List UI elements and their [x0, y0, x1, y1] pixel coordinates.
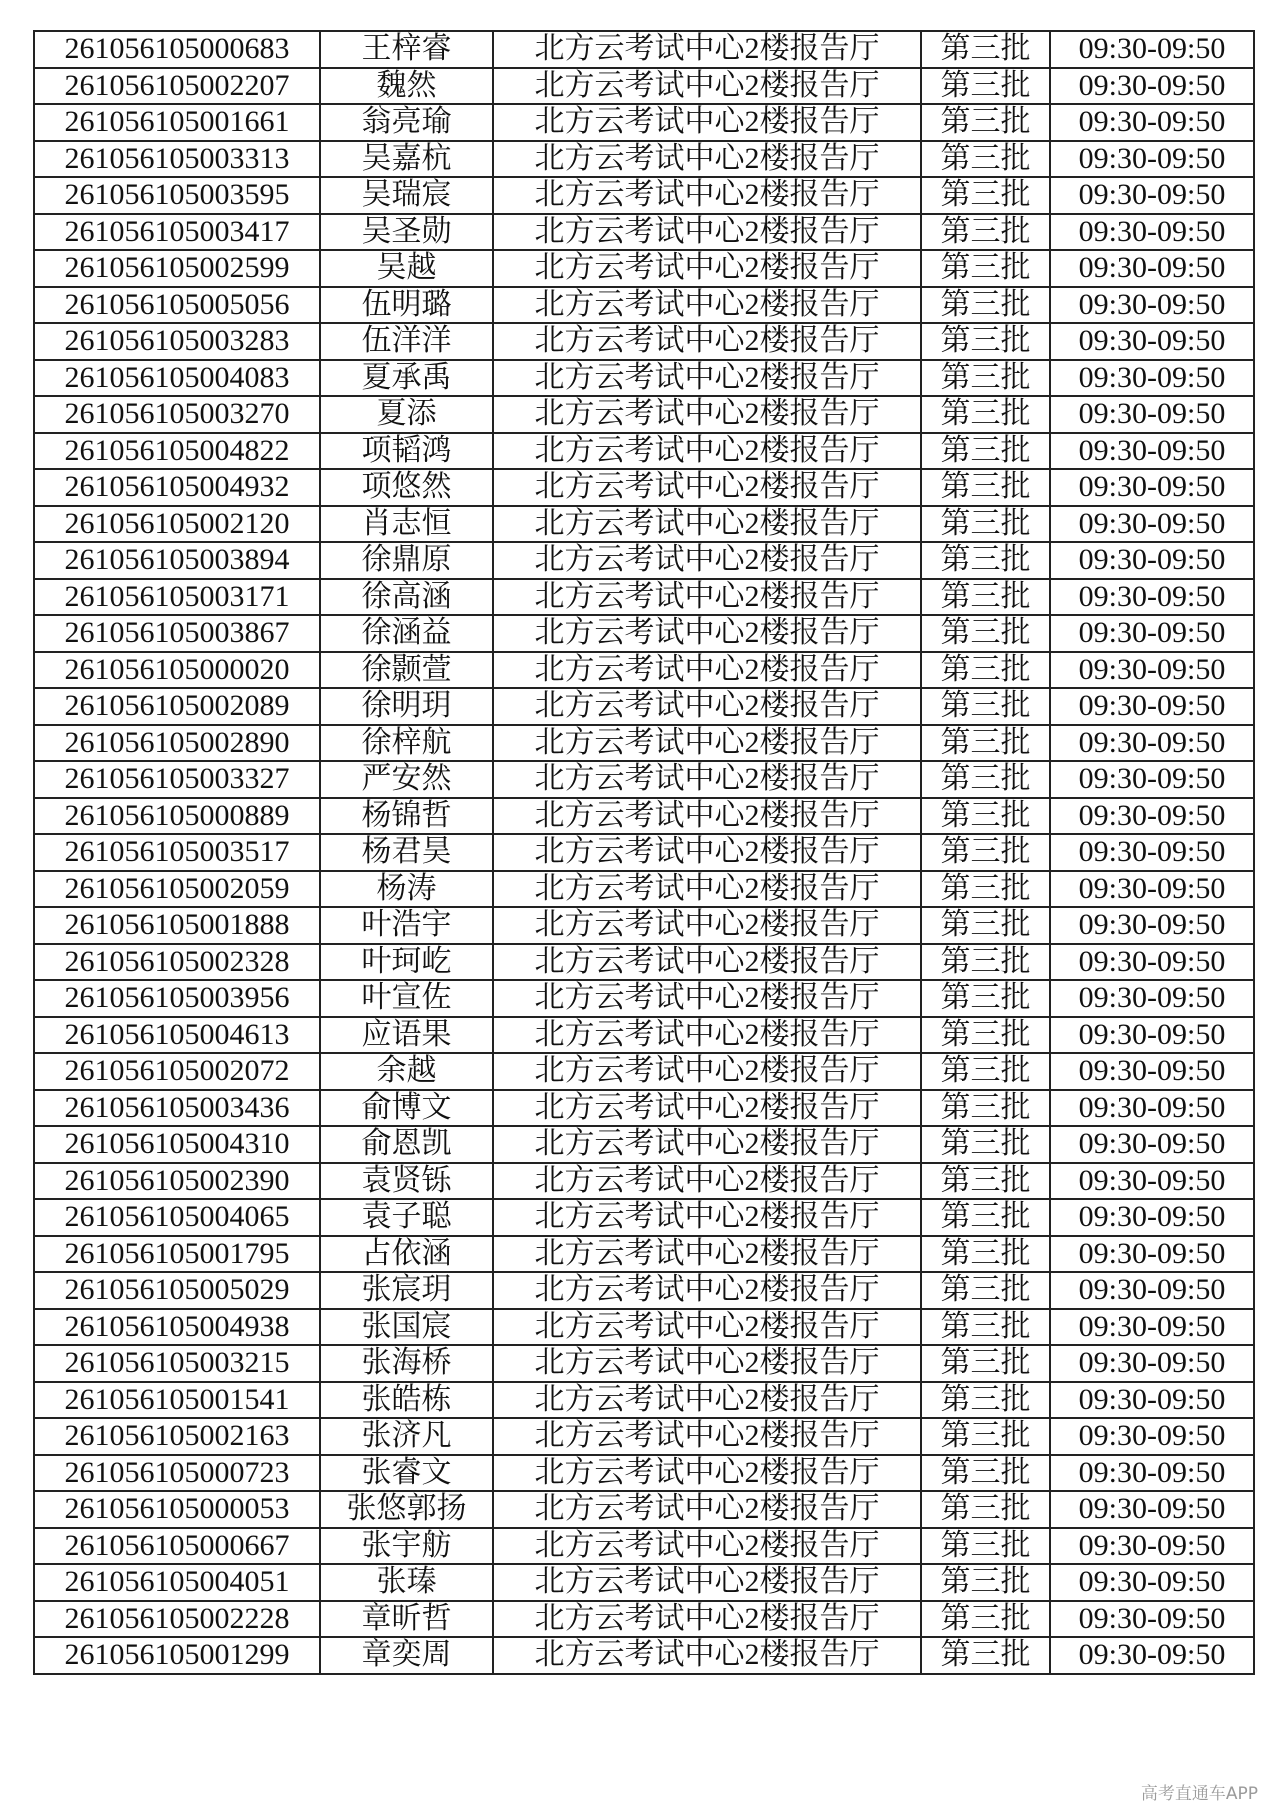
candidate-name-cell: 杨涛	[320, 871, 493, 908]
batch-cell: 第三批	[921, 834, 1050, 871]
candidate-id-cell: 261056105005029	[34, 1272, 320, 1309]
time-slot-cell: 09:30-09:50	[1050, 214, 1254, 251]
batch-cell: 第三批	[921, 323, 1050, 360]
batch-cell: 第三批	[921, 688, 1050, 725]
candidate-name-cell: 徐梓航	[320, 725, 493, 762]
table-row	[34, 1418, 1254, 1455]
candidate-id-cell: 261056105004938	[34, 1309, 320, 1346]
venue-cell: 北方云考试中心2楼报告厅	[493, 1601, 921, 1638]
table-row	[34, 944, 1254, 981]
candidate-id-cell: 261056105000667	[34, 1528, 320, 1565]
time-slot-cell: 09:30-09:50	[1050, 1309, 1254, 1346]
time-slot-cell: 09:30-09:50	[1050, 1528, 1254, 1565]
venue-cell: 北方云考试中心2楼报告厅	[493, 579, 921, 616]
venue-cell: 北方云考试中心2楼报告厅	[493, 214, 921, 251]
candidate-name-cell: 杨锦哲	[320, 798, 493, 835]
candidate-name-cell: 项悠然	[320, 469, 493, 506]
candidate-id-cell: 261056105002599	[34, 250, 320, 287]
batch-cell: 第三批	[921, 287, 1050, 324]
venue-cell: 北方云考试中心2楼报告厅	[493, 1126, 921, 1163]
venue-cell: 北方云考试中心2楼报告厅	[493, 177, 921, 214]
table-row	[34, 1564, 1254, 1601]
table-row	[34, 615, 1254, 652]
time-slot-cell: 09:30-09:50	[1050, 31, 1254, 68]
time-slot-cell: 09:30-09:50	[1050, 104, 1254, 141]
venue-cell: 北方云考试中心2楼报告厅	[493, 761, 921, 798]
time-slot-cell: 09:30-09:50	[1050, 1053, 1254, 1090]
candidate-id-cell: 261056105003595	[34, 177, 320, 214]
candidate-id-cell: 261056105003956	[34, 980, 320, 1017]
table-row	[34, 761, 1254, 798]
time-slot-cell: 09:30-09:50	[1050, 980, 1254, 1017]
venue-cell: 北方云考试中心2楼报告厅	[493, 1272, 921, 1309]
table-row	[34, 1199, 1254, 1236]
venue-cell: 北方云考试中心2楼报告厅	[493, 798, 921, 835]
candidate-id-cell: 261056105002228	[34, 1601, 320, 1638]
candidate-name-cell: 项韬鸿	[320, 433, 493, 470]
batch-cell: 第三批	[921, 1053, 1050, 1090]
candidate-name-cell: 张皓栋	[320, 1382, 493, 1419]
candidate-id-cell: 261056105002390	[34, 1163, 320, 1200]
candidate-id-cell: 261056105004613	[34, 1017, 320, 1054]
venue-cell: 北方云考试中心2楼报告厅	[493, 1564, 921, 1601]
venue-cell: 北方云考试中心2楼报告厅	[493, 1199, 921, 1236]
candidate-name-cell: 余越	[320, 1053, 493, 1090]
venue-cell: 北方云考试中心2楼报告厅	[493, 725, 921, 762]
candidate-name-cell: 俞博文	[320, 1090, 493, 1127]
venue-cell: 北方云考试中心2楼报告厅	[493, 1053, 921, 1090]
candidate-id-cell: 261056105001888	[34, 907, 320, 944]
venue-cell: 北方云考试中心2楼报告厅	[493, 469, 921, 506]
table-row	[34, 31, 1254, 68]
candidate-id-cell: 261056105000020	[34, 652, 320, 689]
candidate-id-cell: 261056105002328	[34, 944, 320, 981]
batch-cell: 第三批	[921, 1090, 1050, 1127]
candidate-id-cell: 261056105000889	[34, 798, 320, 835]
candidate-id-cell: 261056105001541	[34, 1382, 320, 1419]
time-slot-cell: 09:30-09:50	[1050, 688, 1254, 725]
candidate-id-cell: 261056105000053	[34, 1491, 320, 1528]
batch-cell: 第三批	[921, 506, 1050, 543]
venue-cell: 北方云考试中心2楼报告厅	[493, 1345, 921, 1382]
candidate-id-cell: 261056105000723	[34, 1455, 320, 1492]
table-row	[34, 1528, 1254, 1565]
time-slot-cell: 09:30-09:50	[1050, 798, 1254, 835]
batch-cell: 第三批	[921, 542, 1050, 579]
venue-cell: 北方云考试中心2楼报告厅	[493, 1309, 921, 1346]
table-row	[34, 542, 1254, 579]
venue-cell: 北方云考试中心2楼报告厅	[493, 615, 921, 652]
table-row	[34, 652, 1254, 689]
venue-cell: 北方云考试中心2楼报告厅	[493, 871, 921, 908]
candidate-name-cell: 张济凡	[320, 1418, 493, 1455]
table-row	[34, 469, 1254, 506]
batch-cell: 第三批	[921, 1345, 1050, 1382]
candidate-name-cell: 应语果	[320, 1017, 493, 1054]
time-slot-cell: 09:30-09:50	[1050, 1637, 1254, 1674]
batch-cell: 第三批	[921, 433, 1050, 470]
batch-cell: 第三批	[921, 469, 1050, 506]
candidate-name-cell: 夏承禹	[320, 360, 493, 397]
venue-cell: 北方云考试中心2楼报告厅	[493, 506, 921, 543]
candidate-name-cell: 张宇舫	[320, 1528, 493, 1565]
candidate-name-cell: 徐明玥	[320, 688, 493, 725]
time-slot-cell: 09:30-09:50	[1050, 469, 1254, 506]
batch-cell: 第三批	[921, 1491, 1050, 1528]
candidate-name-cell: 俞恩凯	[320, 1126, 493, 1163]
batch-cell: 第三批	[921, 396, 1050, 433]
time-slot-cell: 09:30-09:50	[1050, 506, 1254, 543]
candidate-id-cell: 261056105003894	[34, 542, 320, 579]
table-row	[34, 68, 1254, 105]
batch-cell: 第三批	[921, 1528, 1050, 1565]
venue-cell: 北方云考试中心2楼报告厅	[493, 1528, 921, 1565]
table-row	[34, 980, 1254, 1017]
candidate-id-cell: 261056105003215	[34, 1345, 320, 1382]
batch-cell: 第三批	[921, 31, 1050, 68]
batch-cell: 第三批	[921, 871, 1050, 908]
table-row	[34, 1601, 1254, 1638]
candidate-name-cell: 占依涵	[320, 1236, 493, 1273]
batch-cell: 第三批	[921, 1418, 1050, 1455]
venue-cell: 北方云考试中心2楼报告厅	[493, 104, 921, 141]
time-slot-cell: 09:30-09:50	[1050, 396, 1254, 433]
candidate-id-cell: 261056105003867	[34, 615, 320, 652]
candidate-id-cell: 261056105002059	[34, 871, 320, 908]
batch-cell: 第三批	[921, 1017, 1050, 1054]
venue-cell: 北方云考试中心2楼报告厅	[493, 287, 921, 324]
time-slot-cell: 09:30-09:50	[1050, 68, 1254, 105]
candidate-id-cell: 261056105003270	[34, 396, 320, 433]
time-slot-cell: 09:30-09:50	[1050, 1382, 1254, 1419]
time-slot-cell: 09:30-09:50	[1050, 542, 1254, 579]
candidate-id-cell: 261056105003171	[34, 579, 320, 616]
venue-cell: 北方云考试中心2楼报告厅	[493, 1017, 921, 1054]
time-slot-cell: 09:30-09:50	[1050, 579, 1254, 616]
batch-cell: 第三批	[921, 798, 1050, 835]
table-row	[34, 834, 1254, 871]
table-row	[34, 104, 1254, 141]
table-row	[34, 798, 1254, 835]
table-row	[34, 579, 1254, 616]
candidate-id-cell: 261056105004310	[34, 1126, 320, 1163]
candidate-id-cell: 261056105003313	[34, 141, 320, 178]
batch-cell: 第三批	[921, 1637, 1050, 1674]
time-slot-cell: 09:30-09:50	[1050, 1345, 1254, 1382]
time-slot-cell: 09:30-09:50	[1050, 360, 1254, 397]
candidate-name-cell: 魏然	[320, 68, 493, 105]
batch-cell: 第三批	[921, 104, 1050, 141]
candidate-name-cell: 张宸玥	[320, 1272, 493, 1309]
schedule-table	[33, 30, 1255, 1675]
candidate-name-cell: 叶珂屹	[320, 944, 493, 981]
time-slot-cell: 09:30-09:50	[1050, 761, 1254, 798]
batch-cell: 第三批	[921, 1236, 1050, 1273]
venue-cell: 北方云考试中心2楼报告厅	[493, 360, 921, 397]
batch-cell: 第三批	[921, 1272, 1050, 1309]
batch-cell: 第三批	[921, 579, 1050, 616]
batch-cell: 第三批	[921, 1455, 1050, 1492]
candidate-id-cell: 261056105003327	[34, 761, 320, 798]
venue-cell: 北方云考试中心2楼报告厅	[493, 1455, 921, 1492]
venue-cell: 北方云考试中心2楼报告厅	[493, 1382, 921, 1419]
venue-cell: 北方云考试中心2楼报告厅	[493, 1637, 921, 1674]
table-row	[34, 871, 1254, 908]
table-row	[34, 1309, 1254, 1346]
table-row	[34, 1090, 1254, 1127]
candidate-id-cell: 261056105004065	[34, 1199, 320, 1236]
candidate-name-cell: 吴嘉杭	[320, 141, 493, 178]
venue-cell: 北方云考试中心2楼报告厅	[493, 323, 921, 360]
time-slot-cell: 09:30-09:50	[1050, 1491, 1254, 1528]
candidate-name-cell: 章奕周	[320, 1637, 493, 1674]
time-slot-cell: 09:30-09:50	[1050, 1236, 1254, 1273]
candidate-id-cell: 261056105003517	[34, 834, 320, 871]
table-row	[34, 1126, 1254, 1163]
time-slot-cell: 09:30-09:50	[1050, 141, 1254, 178]
venue-cell: 北方云考试中心2楼报告厅	[493, 1418, 921, 1455]
time-slot-cell: 09:30-09:50	[1050, 1017, 1254, 1054]
table-row	[34, 725, 1254, 762]
candidate-name-cell: 袁贤铄	[320, 1163, 493, 1200]
venue-cell: 北方云考试中心2楼报告厅	[493, 250, 921, 287]
candidate-name-cell: 徐鼎原	[320, 542, 493, 579]
table-row	[34, 396, 1254, 433]
batch-cell: 第三批	[921, 177, 1050, 214]
batch-cell: 第三批	[921, 68, 1050, 105]
table-row	[34, 287, 1254, 324]
time-slot-cell: 09:30-09:50	[1050, 871, 1254, 908]
candidate-name-cell: 翁亮瑜	[320, 104, 493, 141]
candidate-name-cell: 肖志恒	[320, 506, 493, 543]
time-slot-cell: 09:30-09:50	[1050, 615, 1254, 652]
time-slot-cell: 09:30-09:50	[1050, 177, 1254, 214]
candidate-id-cell: 261056105004822	[34, 433, 320, 470]
batch-cell: 第三批	[921, 1601, 1050, 1638]
schedule-table-body	[34, 31, 1254, 1674]
candidate-name-cell: 张睿文	[320, 1455, 493, 1492]
candidate-id-cell: 261056105004932	[34, 469, 320, 506]
table-row	[34, 506, 1254, 543]
candidate-name-cell: 吴圣勋	[320, 214, 493, 251]
batch-cell: 第三批	[921, 1199, 1050, 1236]
batch-cell: 第三批	[921, 250, 1050, 287]
candidate-name-cell: 徐颢萱	[320, 652, 493, 689]
time-slot-cell: 09:30-09:50	[1050, 1564, 1254, 1601]
table-row	[34, 1455, 1254, 1492]
candidate-id-cell: 261056105002120	[34, 506, 320, 543]
table-row	[34, 1236, 1254, 1273]
time-slot-cell: 09:30-09:50	[1050, 323, 1254, 360]
candidate-id-cell: 261056105002890	[34, 725, 320, 762]
candidate-id-cell: 261056105004051	[34, 1564, 320, 1601]
candidate-name-cell: 伍明璐	[320, 287, 493, 324]
venue-cell: 北方云考试中心2楼报告厅	[493, 652, 921, 689]
candidate-name-cell: 袁子聪	[320, 1199, 493, 1236]
candidate-id-cell: 261056105002207	[34, 68, 320, 105]
time-slot-cell: 09:30-09:50	[1050, 1455, 1254, 1492]
batch-cell: 第三批	[921, 360, 1050, 397]
time-slot-cell: 09:30-09:50	[1050, 907, 1254, 944]
time-slot-cell: 09:30-09:50	[1050, 287, 1254, 324]
venue-cell: 北方云考试中心2楼报告厅	[493, 907, 921, 944]
candidate-id-cell: 261056105002089	[34, 688, 320, 725]
table-row	[34, 250, 1254, 287]
table-row	[34, 1272, 1254, 1309]
candidate-name-cell: 夏添	[320, 396, 493, 433]
candidate-id-cell: 261056105005056	[34, 287, 320, 324]
time-slot-cell: 09:30-09:50	[1050, 652, 1254, 689]
candidate-id-cell: 261056105002072	[34, 1053, 320, 1090]
time-slot-cell: 09:30-09:50	[1050, 250, 1254, 287]
table-row	[34, 1382, 1254, 1419]
venue-cell: 北方云考试中心2楼报告厅	[493, 980, 921, 1017]
venue-cell: 北方云考试中心2楼报告厅	[493, 1236, 921, 1273]
table-row	[34, 1345, 1254, 1382]
time-slot-cell: 09:30-09:50	[1050, 1272, 1254, 1309]
candidate-id-cell: 261056105001299	[34, 1637, 320, 1674]
batch-cell: 第三批	[921, 907, 1050, 944]
candidate-name-cell: 叶宣佐	[320, 980, 493, 1017]
time-slot-cell: 09:30-09:50	[1050, 1601, 1254, 1638]
candidate-id-cell: 261056105000683	[34, 31, 320, 68]
candidate-name-cell: 徐高涵	[320, 579, 493, 616]
batch-cell: 第三批	[921, 141, 1050, 178]
batch-cell: 第三批	[921, 1163, 1050, 1200]
table-row	[34, 323, 1254, 360]
candidate-name-cell: 张国宸	[320, 1309, 493, 1346]
venue-cell: 北方云考试中心2楼报告厅	[493, 433, 921, 470]
table-row	[34, 1637, 1254, 1674]
table-row	[34, 1491, 1254, 1528]
batch-cell: 第三批	[921, 980, 1050, 1017]
time-slot-cell: 09:30-09:50	[1050, 1090, 1254, 1127]
venue-cell: 北方云考试中心2楼报告厅	[493, 141, 921, 178]
candidate-id-cell: 261056105002163	[34, 1418, 320, 1455]
venue-cell: 北方云考试中心2楼报告厅	[493, 944, 921, 981]
venue-cell: 北方云考试中心2楼报告厅	[493, 68, 921, 105]
venue-cell: 北方云考试中心2楼报告厅	[493, 31, 921, 68]
candidate-id-cell: 261056105003417	[34, 214, 320, 251]
batch-cell: 第三批	[921, 1564, 1050, 1601]
time-slot-cell: 09:30-09:50	[1050, 1199, 1254, 1236]
venue-cell: 北方云考试中心2楼报告厅	[493, 1491, 921, 1528]
candidate-id-cell: 261056105001795	[34, 1236, 320, 1273]
table-row	[34, 1163, 1254, 1200]
table-row	[34, 433, 1254, 470]
batch-cell: 第三批	[921, 1309, 1050, 1346]
candidate-name-cell: 伍洋洋	[320, 323, 493, 360]
time-slot-cell: 09:30-09:50	[1050, 944, 1254, 981]
table-row	[34, 907, 1254, 944]
candidate-id-cell: 261056105001661	[34, 104, 320, 141]
candidate-id-cell: 261056105003436	[34, 1090, 320, 1127]
time-slot-cell: 09:30-09:50	[1050, 1163, 1254, 1200]
time-slot-cell: 09:30-09:50	[1050, 433, 1254, 470]
candidate-name-cell: 张海桥	[320, 1345, 493, 1382]
table-row	[34, 360, 1254, 397]
venue-cell: 北方云考试中心2楼报告厅	[493, 396, 921, 433]
table-row	[34, 177, 1254, 214]
candidate-name-cell: 张瑧	[320, 1564, 493, 1601]
table-row	[34, 141, 1254, 178]
candidate-id-cell: 261056105003283	[34, 323, 320, 360]
candidate-id-cell: 261056105004083	[34, 360, 320, 397]
time-slot-cell: 09:30-09:50	[1050, 1126, 1254, 1163]
table-row	[34, 688, 1254, 725]
table-row	[34, 1017, 1254, 1054]
time-slot-cell: 09:30-09:50	[1050, 834, 1254, 871]
batch-cell: 第三批	[921, 214, 1050, 251]
venue-cell: 北方云考试中心2楼报告厅	[493, 1090, 921, 1127]
venue-cell: 北方云考试中心2楼报告厅	[493, 834, 921, 871]
venue-cell: 北方云考试中心2楼报告厅	[493, 1163, 921, 1200]
table-row	[34, 1053, 1254, 1090]
candidate-name-cell: 吴瑞宸	[320, 177, 493, 214]
candidate-name-cell: 杨君昊	[320, 834, 493, 871]
batch-cell: 第三批	[921, 652, 1050, 689]
candidate-name-cell: 严安然	[320, 761, 493, 798]
batch-cell: 第三批	[921, 615, 1050, 652]
batch-cell: 第三批	[921, 725, 1050, 762]
candidate-name-cell: 叶浩宇	[320, 907, 493, 944]
candidate-name-cell: 章昕哲	[320, 1601, 493, 1638]
batch-cell: 第三批	[921, 944, 1050, 981]
batch-cell: 第三批	[921, 761, 1050, 798]
table-row	[34, 214, 1254, 251]
time-slot-cell: 09:30-09:50	[1050, 725, 1254, 762]
batch-cell: 第三批	[921, 1126, 1050, 1163]
candidate-name-cell: 张悠郭扬	[320, 1491, 493, 1528]
time-slot-cell: 09:30-09:50	[1050, 1418, 1254, 1455]
venue-cell: 北方云考试中心2楼报告厅	[493, 542, 921, 579]
batch-cell: 第三批	[921, 1382, 1050, 1419]
candidate-name-cell: 徐涵益	[320, 615, 493, 652]
candidate-name-cell: 王梓睿	[320, 31, 493, 68]
candidate-name-cell: 吴越	[320, 250, 493, 287]
watermark-text: 高考直通车APP	[1140, 1784, 1258, 1804]
venue-cell: 北方云考试中心2楼报告厅	[493, 688, 921, 725]
